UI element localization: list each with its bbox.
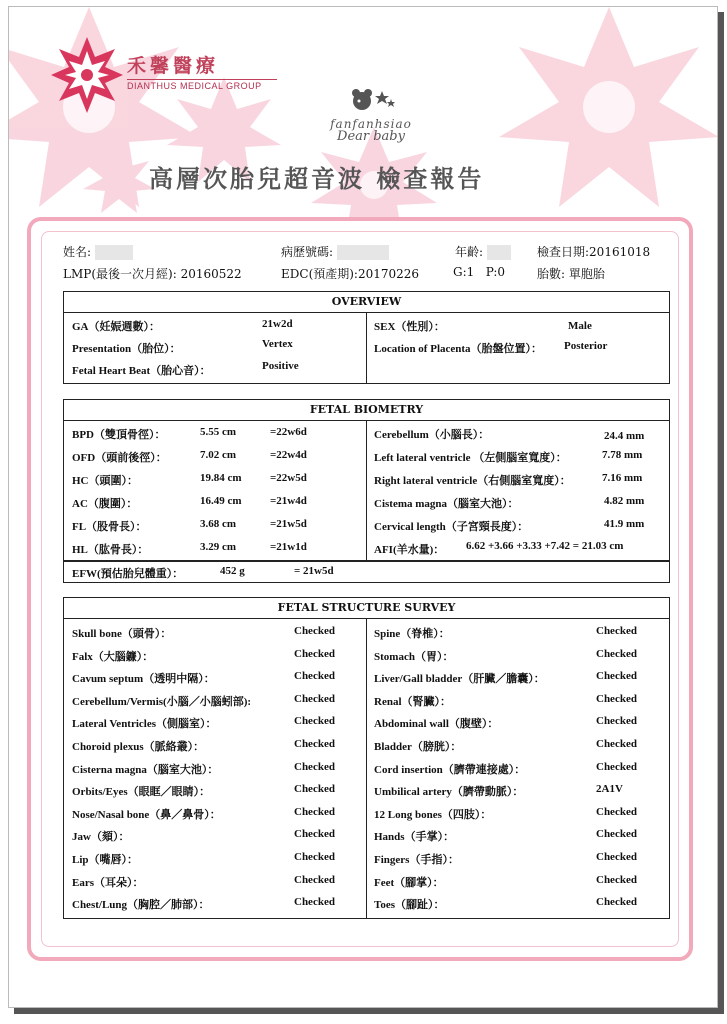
record-number-redacted [337, 245, 389, 260]
overview-ga-value: 21w2d [262, 318, 293, 330]
structure-left-value: Checked [294, 851, 335, 863]
structure-left-label: Ears（耳朵）： [72, 876, 144, 889]
biometry-section [63, 399, 670, 561]
biometry-afi-label: AFI(羊水量)： [374, 544, 445, 556]
biometry-ac-ga: =21w4d [270, 495, 307, 507]
structure-right-value: Checked [596, 805, 637, 818]
biometry-hl-value: 3.29 cm [200, 541, 237, 553]
biometry-cistema-value: 4.82 mm [604, 495, 645, 507]
biometry-bpd-label: BPD（雙頂骨徑）： [72, 429, 166, 441]
overview-sex-label: SEX（性別）： [374, 321, 445, 333]
report-sheet [8, 6, 718, 1008]
structure-right-value: Checked [596, 738, 637, 750]
structure-right-label: Feet（腳掌）： [374, 876, 444, 889]
biometry-right-ventricle-label: Right lateral ventricle（右側腦室寬度）： [374, 475, 571, 487]
patient-name-redacted [95, 245, 133, 260]
structure-section [63, 597, 670, 919]
structure-right-value: Checked [596, 670, 637, 683]
structure-right-label: Bladder（膀胱）： [374, 741, 462, 753]
overview-presentation-value: Vertex [262, 338, 293, 350]
biometry-hc-value: 19.84 cm [200, 472, 242, 484]
brand-mark [311, 87, 431, 144]
logo-name-cn: 禾馨醫療 [127, 55, 220, 77]
biometry-afi-value: 6.62 +3.66 +3.33 +7.42 = 21.03 cm [466, 540, 624, 552]
structure-right-label: 12 Long bones（四肢）： [374, 808, 492, 821]
dianthus-logo-icon [49, 35, 125, 115]
biometry-hc-label: HC（頭圍）： [72, 475, 138, 487]
structure-left-value: Checked [294, 647, 335, 660]
biometry-hl-ga: =21w1d [270, 541, 307, 553]
patient-name-row [63, 243, 133, 260]
edc-row [281, 265, 419, 282]
lmp-label: LMP(最後一次月經): [63, 267, 177, 281]
overview-placenta-value: Posterior [564, 340, 608, 352]
efw-row [63, 561, 670, 583]
biometry-ofd-ga: =22w4d [270, 449, 307, 461]
structure-right-value: Checked [596, 828, 637, 841]
gravida-row [453, 265, 505, 279]
structure-left-value: Checked [294, 896, 335, 909]
overview-presentation-label: Presentation（胎位）： [72, 343, 181, 355]
structure-left-value: Checked [294, 805, 335, 818]
structure-left-value: Checked [294, 783, 335, 796]
exam-date-row [537, 243, 650, 260]
biometry-heading: FETAL BIOMETRY [64, 400, 669, 421]
structure-left-label: Cisterna magna（腦室大池）： [72, 763, 219, 776]
biometry-fl-label: FL（股骨長）： [72, 521, 147, 533]
structure-left-value: Checked [294, 692, 335, 705]
structure-right-value: Checked [596, 647, 637, 660]
biometry-ofd-value: 7.02 cm [200, 449, 237, 461]
structure-right-label: Liver/Gall bladder（肝臟／膽囊）： [374, 673, 545, 686]
structure-left-label: Chest/Lung（胸腔／肺部）： [72, 899, 210, 912]
biometry-cervical-value: 41.9 mm [604, 518, 645, 530]
age-label: 年齡: [455, 245, 484, 259]
structure-right-label: Toes（腳趾）： [374, 899, 445, 912]
structure-left-label: Falx（大腦鐮）： [72, 650, 154, 663]
lmp-value: 20160522 [180, 267, 242, 281]
biometry-ac-label: AC（腹圍）： [72, 498, 138, 510]
efw-ga: = 21w5d [294, 565, 334, 577]
baby-bear-icon [346, 87, 396, 113]
overview-ga-label: GA（妊娠週數）： [72, 321, 160, 333]
structure-right-value: Checked [596, 692, 637, 705]
overview-placenta-label: Location of Placenta（胎盤位置）： [374, 343, 543, 355]
brand-subtitle: Dear baby [337, 129, 405, 144]
biometry-cerebellum-value: 24.4 mm [604, 430, 645, 442]
structure-right-value: Checked [596, 851, 637, 863]
biometry-hl-label: HL（肱骨長）： [72, 544, 149, 556]
logo-wordmark [127, 51, 277, 91]
edc-label: EDC(預產期): [281, 267, 358, 281]
biometry-left-ventricle-label: Left lateral ventricle （左側腦室寬度）： [374, 452, 567, 464]
brand-script: fanfanhsiao [330, 117, 412, 131]
exam-date-label: 檢查日期: [537, 245, 590, 259]
structure-left-value: Checked [294, 625, 335, 637]
biometry-fl-ga: =21w5d [270, 518, 307, 530]
structure-left-value: Checked [294, 670, 335, 683]
biometry-ofd-label: OFD（頭前後徑）： [72, 452, 167, 464]
record-number-row [281, 243, 389, 260]
structure-heading: FETAL STRUCTURE SURVEY [64, 598, 669, 619]
biometry-bpd-value: 5.55 cm [200, 426, 237, 438]
structure-left-label: Cerebellum/Vermis(小腦／小腦蚓部): [72, 695, 252, 708]
fetus-count-label: 胎數: [537, 267, 566, 281]
biometry-cervical-label: Cervical length（子宮頸長度）： [374, 521, 529, 533]
structure-left-value: Checked [294, 873, 335, 886]
biometry-bpd-ga: =22w6d [270, 426, 307, 438]
structure-right-label: Spine（脊椎）： [374, 628, 450, 640]
age-row [455, 243, 511, 260]
edc-value: 20170226 [357, 267, 420, 281]
overview-fhb-value: Positive [262, 360, 299, 372]
structure-left-label: Skull bone（頭骨）： [72, 628, 172, 640]
overview-sex-value: Male [568, 320, 592, 332]
exam-date-value: 20161018 [589, 245, 651, 259]
structure-right-label: Renal（腎臟）： [374, 695, 451, 708]
structure-right-value: Checked [596, 873, 637, 886]
structure-left-label: Nose/Nasal bone（鼻／鼻骨）： [72, 808, 221, 821]
biometry-fl-value: 3.68 cm [200, 518, 237, 530]
structure-left-value: Checked [294, 828, 335, 841]
lmp-row [63, 265, 242, 282]
gravida-value: G:1 [453, 265, 475, 279]
structure-right-label: Fingers（手指）： [374, 854, 459, 866]
structure-right-value: 2A1V [596, 783, 623, 796]
report-title: 高層次胎兒超音波 檢查報告 [149, 164, 485, 193]
overview-fhb-label: Fetal Heart Beat（胎心音）： [72, 365, 211, 377]
structure-left-label: Lateral Ventricles（側腦室）： [72, 718, 217, 731]
structure-right-label: Hands（手掌）： [374, 831, 455, 844]
biometry-cistema-label: Cistema magna（腦室大池）： [374, 498, 519, 510]
fetus-count-value: 單胞胎 [568, 267, 605, 281]
structure-right-label: Umbilical artery（臍帶動脈）： [374, 786, 524, 799]
biometry-left-ventricle-value: 7.78 mm [602, 449, 643, 461]
structure-right-value: Checked [596, 896, 637, 909]
logo-name-en: DIANTHUS MEDICAL GROUP [127, 79, 277, 91]
structure-right-label: Abdominal wall（腹壁）： [374, 718, 499, 731]
structure-right-label: Cord insertion（臍帶連接處）： [374, 763, 526, 776]
fetus-count-row [537, 265, 605, 282]
overview-heading: OVERVIEW [64, 292, 669, 313]
biometry-ac-value: 16.49 cm [200, 495, 242, 507]
structure-left-label: Orbits/Eyes（眼眶／眼睛）： [72, 786, 211, 799]
structure-left-label: Cavum septum（透明中隔）： [72, 673, 215, 686]
biometry-cerebellum-label: Cerebellum（小腦長）： [374, 429, 490, 441]
patient-name-label: 姓名: [63, 245, 92, 259]
structure-left-label: Jaw（頦）： [72, 831, 130, 844]
para-value: P:0 [485, 265, 506, 279]
structure-right-value: Checked [596, 715, 637, 728]
structure-left-value: Checked [294, 715, 335, 728]
overview-section [63, 291, 670, 384]
structure-left-label: Lip（嘴唇）： [72, 854, 139, 866]
efw-value: 452 g [220, 565, 245, 577]
structure-right-label: Stomach（胃）： [374, 650, 454, 663]
structure-right-value: Checked [596, 760, 637, 773]
age-redacted [487, 245, 511, 260]
structure-left-value: Checked [294, 760, 335, 773]
structure-left-label: Choroid plexus（脈絡叢）： [72, 741, 205, 753]
efw-label: EFW(預估胎兒體重）： [72, 568, 184, 580]
structure-right-value: Checked [596, 625, 637, 637]
record-number-label: 病歷號碼: [281, 245, 334, 259]
biometry-hc-ga: =22w5d [270, 472, 307, 484]
biometry-right-ventricle-value: 7.16 mm [602, 472, 643, 484]
structure-left-value: Checked [294, 738, 335, 750]
